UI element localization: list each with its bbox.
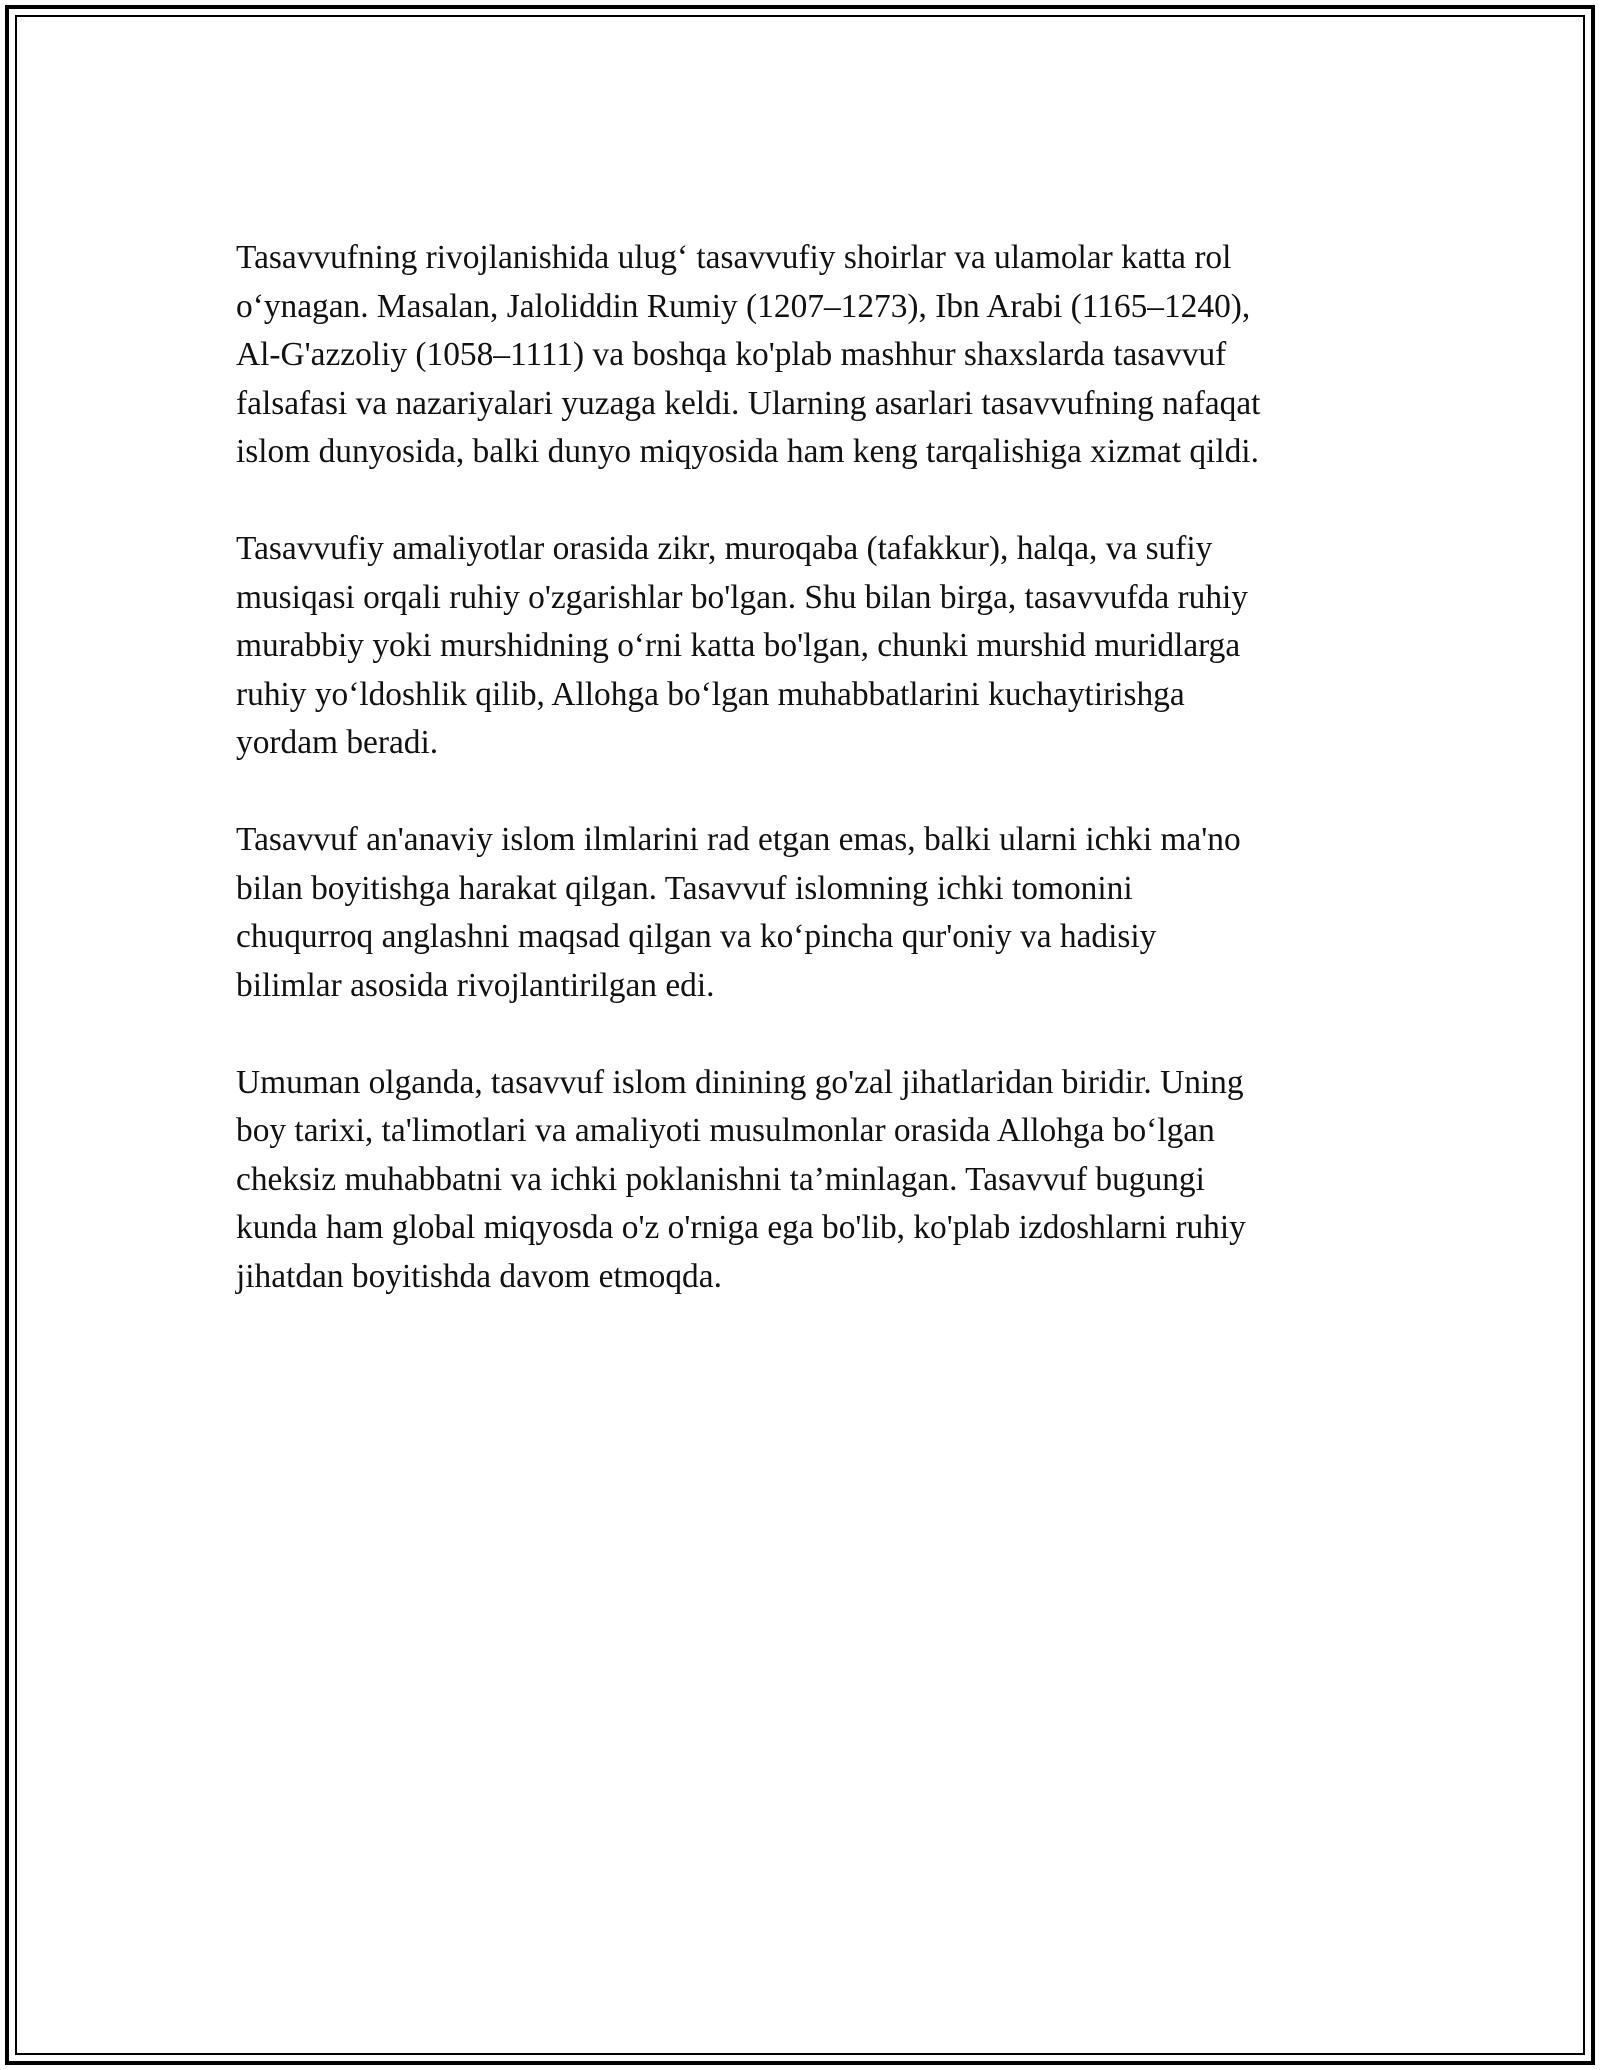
text-line: Umuman olganda, tasavvuf islom dinining go'zal jihatlaridan biridir. Uning [236,1063,1244,1101]
document-body [236,234,1396,1350]
text-line: o‘ynagan. Masalan, Jaloliddin Rumiy (1207–1273), Ibn Arabi (1165–1240), [236,287,1251,325]
paragraph-3 [236,816,1396,1010]
text-line: musiqasi orqali ruhiy o'zgarishlar bo'lgan. Shu bilan birga, tasavvufda ruhiy [236,578,1249,616]
text-line: yordam beradi. [236,724,439,761]
text-line: boy tarixi, ta'limotlari va amaliyoti musulmonlar orasida Allohga bo‘lgan [236,1112,1215,1149]
text-line: falsafasi va nazariyalari yuzaga keldi. Ularning asarlari tasavvufning nafaqat [236,384,1261,422]
text-line: bilimlar asosida rivojlantirilgan edi. [236,966,715,1004]
text-line: Tasavvufiy amaliyotlar orasida zikr, muroqaba (tafakkur), halqa, va sufiy [236,530,1213,567]
text-line: ruhiy yo‘ldoshlik qilib, Allohga bo‘lgan muhabbatlarini kuchaytirishga [236,675,1185,713]
text-line: chuqurroq anglashni maqsad qilgan va ko‘pincha qur'oniy va hadisiy [236,918,1157,955]
text-line: kunda ham global miqyosda o'z o'rniga ega bo'lib, ko'plab izdoshlarni ruhiy [236,1209,1246,1246]
text-line: murabbiy yoki murshidning o‘rni katta bo'lgan, chunki murshid muridlarga [236,627,1241,664]
text-line: Tasavvufning rivojlanishida ulug‘ tasavvufiy shoirlar va ulamolar katta rol [236,239,1232,276]
paragraph-4 [236,1059,1396,1302]
text-line: Tasavvuf an'anaviy islom ilmlarini rad etgan emas, balki ularni ichki ma'no [236,821,1241,858]
paragraph-2 [236,525,1396,768]
text-line: Al-G'azzoliy (1058–1111) va boshqa ko'plab mashhur shaxslarda tasavvuf [236,336,1227,373]
text-line: bilan boyitishga harakat qilgan. Tasavvuf islomning ichki tomonini [236,869,1133,907]
paragraph-1 [236,234,1396,477]
text-line: jihatdan boyitishda davom etmoqda. [236,1257,722,1295]
text-line: islom dunyosida, balki dunyo miqyosida ham keng tarqalishiga xizmat qildi. [236,433,1259,470]
text-line: cheksiz muhabbatni va ichki poklanishni ta’minlagan. Tasavvuf bugungi [236,1160,1205,1198]
